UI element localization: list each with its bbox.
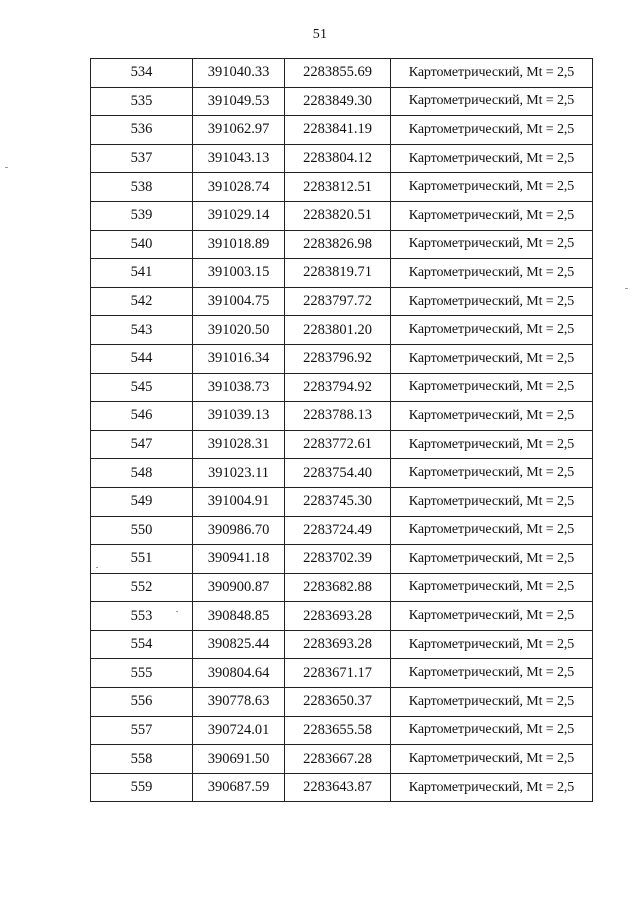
x-coordinate-cell: 391049.53: [193, 87, 285, 116]
method-cell: Картометрический, Mt = 2,5: [391, 602, 593, 631]
x-coordinate-cell: 391004.91: [193, 487, 285, 516]
point-number-cell: 542: [91, 287, 193, 316]
table-row: [91, 688, 593, 717]
point-number-cell: 547: [91, 430, 193, 459]
y-coordinate-cell: 2283841.19: [285, 116, 391, 145]
method-cell: Картометрический, Mt = 2,5: [391, 173, 593, 202]
x-coordinate-cell: 391040.33: [193, 59, 285, 88]
table-row: [91, 630, 593, 659]
table-row: [91, 59, 593, 88]
point-number-cell: 538: [91, 173, 193, 202]
point-number-cell: 534: [91, 59, 193, 88]
table-row: [91, 573, 593, 602]
method-cell: Картометрический, Mt = 2,5: [391, 287, 593, 316]
y-coordinate-cell: 2283796.92: [285, 344, 391, 373]
x-coordinate-cell: 390986.70: [193, 516, 285, 545]
x-coordinate-cell: 390825.44: [193, 630, 285, 659]
method-cell: Картометрический, Mt = 2,5: [391, 773, 593, 802]
y-coordinate-cell: 2283754.40: [285, 459, 391, 488]
x-coordinate-cell: 390778.63: [193, 688, 285, 717]
coordinates-table: [90, 58, 593, 802]
x-coordinate-cell: 390724.01: [193, 716, 285, 745]
point-number-cell: 539: [91, 201, 193, 230]
x-coordinate-cell: 390687.59: [193, 773, 285, 802]
point-number-cell: 555: [91, 659, 193, 688]
method-cell: Картометрический, Mt = 2,5: [391, 630, 593, 659]
point-number-cell: 559: [91, 773, 193, 802]
y-coordinate-cell: 2283826.98: [285, 230, 391, 259]
method-cell: Картометрический, Mt = 2,5: [391, 201, 593, 230]
y-coordinate-cell: 2283682.88: [285, 573, 391, 602]
point-number-cell: 553: [91, 602, 193, 631]
point-number-cell: 557: [91, 716, 193, 745]
method-cell: Картометрический, Mt = 2,5: [391, 516, 593, 545]
table-row: [91, 745, 593, 774]
y-coordinate-cell: 2283819.71: [285, 259, 391, 288]
x-coordinate-cell: 391016.34: [193, 344, 285, 373]
x-coordinate-cell: 391018.89: [193, 230, 285, 259]
y-coordinate-cell: 2283650.37: [285, 688, 391, 717]
x-coordinate-cell: 391038.73: [193, 373, 285, 402]
y-coordinate-cell: 2283745.30: [285, 487, 391, 516]
point-number-cell: 549: [91, 487, 193, 516]
table-row: [91, 773, 593, 802]
table-row: [91, 659, 593, 688]
point-number-cell: 548: [91, 459, 193, 488]
x-coordinate-cell: 391004.75: [193, 287, 285, 316]
x-coordinate-cell: 391029.14: [193, 201, 285, 230]
point-number-cell: 541: [91, 259, 193, 288]
y-coordinate-cell: 2283671.17: [285, 659, 391, 688]
method-cell: Картометрический, Mt = 2,5: [391, 116, 593, 145]
point-number-cell: 552: [91, 573, 193, 602]
y-coordinate-cell: 2283724.49: [285, 516, 391, 545]
y-coordinate-cell: 2283655.58: [285, 716, 391, 745]
method-cell: Картометрический, Mt = 2,5: [391, 373, 593, 402]
coordinates-table-body: [91, 59, 593, 802]
y-coordinate-cell: 2283693.28: [285, 602, 391, 631]
x-coordinate-cell: 390804.64: [193, 659, 285, 688]
table-row: [91, 716, 593, 745]
scan-speck: [625, 288, 628, 289]
table-row: [91, 87, 593, 116]
method-cell: Картометрический, Mt = 2,5: [391, 402, 593, 431]
y-coordinate-cell: 2283812.51: [285, 173, 391, 202]
point-number-cell: 543: [91, 316, 193, 345]
y-coordinate-cell: 2283788.13: [285, 402, 391, 431]
point-number-cell: 556: [91, 688, 193, 717]
method-cell: Картометрический, Mt = 2,5: [391, 144, 593, 173]
table-row: [91, 459, 593, 488]
x-coordinate-cell: 391028.74: [193, 173, 285, 202]
y-coordinate-cell: 2283693.28: [285, 630, 391, 659]
point-number-cell: 540: [91, 230, 193, 259]
table-row: [91, 259, 593, 288]
x-coordinate-cell: 390900.87: [193, 573, 285, 602]
table-row: [91, 287, 593, 316]
method-cell: Картометрический, Mt = 2,5: [391, 259, 593, 288]
x-coordinate-cell: 391003.15: [193, 259, 285, 288]
method-cell: Картометрический, Mt = 2,5: [391, 459, 593, 488]
y-coordinate-cell: 2283667.28: [285, 745, 391, 774]
table-row: [91, 116, 593, 145]
x-coordinate-cell: 391043.13: [193, 144, 285, 173]
x-coordinate-cell: 391020.50: [193, 316, 285, 345]
table-row: [91, 144, 593, 173]
point-number-cell: 558: [91, 745, 193, 774]
point-number-cell: 545: [91, 373, 193, 402]
x-coordinate-cell: 390941.18: [193, 545, 285, 574]
table-row: [91, 430, 593, 459]
table-row: [91, 201, 593, 230]
method-cell: Картометрический, Mt = 2,5: [391, 316, 593, 345]
method-cell: Картометрический, Mt = 2,5: [391, 545, 593, 574]
table-row: [91, 230, 593, 259]
x-coordinate-cell: 391023.11: [193, 459, 285, 488]
point-number-cell: 535: [91, 87, 193, 116]
x-coordinate-cell: 390691.50: [193, 745, 285, 774]
x-coordinate-cell: 390848.85: [193, 602, 285, 631]
page-number: 51: [312, 27, 328, 42]
table-row: [91, 316, 593, 345]
point-number-cell: 546: [91, 402, 193, 431]
method-cell: Картометрический, Mt = 2,5: [391, 716, 593, 745]
y-coordinate-cell: 2283702.39: [285, 545, 391, 574]
point-number-cell: 551: [91, 545, 193, 574]
table-row: [91, 516, 593, 545]
y-coordinate-cell: 2283804.12: [285, 144, 391, 173]
point-number-cell: 537: [91, 144, 193, 173]
y-coordinate-cell: 2283801.20: [285, 316, 391, 345]
y-coordinate-cell: 2283855.69: [285, 59, 391, 88]
y-coordinate-cell: 2283772.61: [285, 430, 391, 459]
table-row: [91, 487, 593, 516]
method-cell: Картометрический, Mt = 2,5: [391, 230, 593, 259]
method-cell: Картометрический, Mt = 2,5: [391, 59, 593, 88]
method-cell: Картометрический, Mt = 2,5: [391, 87, 593, 116]
y-coordinate-cell: 2283849.30: [285, 87, 391, 116]
method-cell: Картометрический, Mt = 2,5: [391, 688, 593, 717]
point-number-cell: 550: [91, 516, 193, 545]
point-number-cell: 536: [91, 116, 193, 145]
method-cell: Картометрический, Mt = 2,5: [391, 659, 593, 688]
y-coordinate-cell: 2283794.92: [285, 373, 391, 402]
table-row: [91, 402, 593, 431]
y-coordinate-cell: 2283820.51: [285, 201, 391, 230]
method-cell: Картометрический, Mt = 2,5: [391, 344, 593, 373]
method-cell: Картометрический, Mt = 2,5: [391, 487, 593, 516]
method-cell: Картометрический, Mt = 2,5: [391, 430, 593, 459]
table-row: [91, 373, 593, 402]
table-row: [91, 602, 593, 631]
table-row: [91, 545, 593, 574]
y-coordinate-cell: 2283643.87: [285, 773, 391, 802]
table-row: [91, 173, 593, 202]
y-coordinate-cell: 2283797.72: [285, 287, 391, 316]
point-number-cell: 554: [91, 630, 193, 659]
x-coordinate-cell: 391039.13: [193, 402, 285, 431]
scan-speck: [5, 167, 8, 168]
x-coordinate-cell: 391062.97: [193, 116, 285, 145]
method-cell: Картометрический, Mt = 2,5: [391, 745, 593, 774]
x-coordinate-cell: 391028.31: [193, 430, 285, 459]
method-cell: Картометрический, Mt = 2,5: [391, 573, 593, 602]
table-row: [91, 344, 593, 373]
point-number-cell: 544: [91, 344, 193, 373]
